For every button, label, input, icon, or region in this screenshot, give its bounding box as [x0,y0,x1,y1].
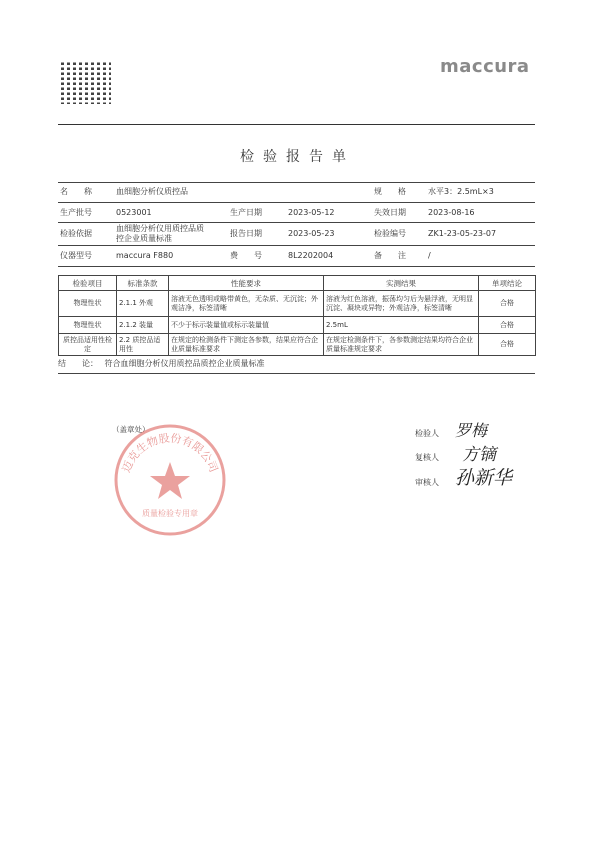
qr-code-icon [61,60,111,104]
expiry-label: 失效日期 [374,208,406,217]
results-table [58,275,536,356]
row-clause: 2.1.1 外观 [117,291,169,317]
expiry-value: 2023-08-16 [428,208,475,217]
approver-label: 审核人 [415,478,439,487]
inspector-signature: 罗梅 [455,421,488,440]
batch-value: 0523001 [116,208,152,217]
table-row [59,291,536,317]
report-date-value: 2023-05-23 [288,229,335,238]
basis-value-line1: 血细胞分析仪用质控品质 [116,224,204,233]
table-header: 实测结果 [324,276,479,291]
name-label: 名 称 [60,187,92,196]
table-header: 检验项目 [59,276,117,291]
cost-value: 8L2202004 [288,251,334,260]
batch-label: 生产批号 [60,208,92,217]
stamp-label: （盖章处） [112,425,150,434]
report-no-value: ZK1-23-05-23-07 [428,229,497,238]
header-divider [58,124,535,125]
company-seal-icon [110,418,230,538]
row-item: 物理性状 [59,291,117,317]
row-item: 质控品适用性检定 [59,334,117,356]
info-divider-2 [58,222,535,223]
report-date-label: 报告日期 [230,229,262,238]
conclusion-text: 符合血细胞分析仪用质控品质控企业质量标准 [104,359,265,368]
reviewer-signature: 方镝 [462,445,496,465]
cost-label: 费 号 [230,251,262,260]
row-clause: 2.2 质控品适用性 [117,334,169,356]
company-logo: maccura [440,56,530,77]
name-value: 血细胞分析仪质控品 [116,187,188,196]
basis-label: 检验依据 [60,229,92,238]
table-header-row [59,276,536,291]
row-result: 溶液为红色溶液，振荡均匀后为悬浮液，无明显沉淀、凝块或异物；外观洁净，标签清晰 [324,291,479,317]
info-divider-3 [58,245,535,246]
info-divider-1 [58,202,535,203]
seal-text: 迈克生物股份有限公司 [119,431,221,475]
info-bottom-border [58,266,535,267]
report-no-label: 检验编号 [374,229,406,238]
seal-star-icon [150,462,190,499]
model-label: 仪器型号 [60,251,92,260]
spec-label: 规 格 [374,187,406,196]
page-title: 检验报告单 [240,149,355,165]
info-row-model [58,247,535,265]
spec-value: 水平3：2.5mL×3 [428,187,494,196]
prod-date-value: 2023-05-12 [288,208,335,217]
row-requirement: 在规定的检测条件下测定各参数，结果应符合企业质量标准要求 [169,334,324,356]
info-row-name [58,183,535,201]
conclusion-row [58,358,265,369]
prod-date-label: 生产日期 [230,208,262,217]
table-row [59,317,536,334]
table-header: 单项结论 [479,276,536,291]
row-requirement: 溶液无色透明或略带黄色，无杂质、无沉淀；外观洁净，标签清晰 [169,291,324,317]
row-conclusion: 合格 [479,291,536,317]
approver-signature: 孙新华 [455,467,513,489]
row-requirement: 不少于标示装量值或标示装量值 [169,317,324,334]
conclusion-divider [58,373,535,374]
info-row-batch [58,204,535,222]
remark-value: / [428,251,431,260]
row-conclusion: 合格 [479,317,536,334]
table-header: 标准条款 [117,276,169,291]
reviewer-label: 复核人 [415,453,439,462]
seal-subtext: 质量检验专用章 [142,509,198,518]
basis-value-line2: 控企业质量标准 [116,234,172,243]
remark-label: 备 注 [374,251,406,260]
inspector-label: 检验人 [415,429,439,438]
row-conclusion: 合格 [479,334,536,356]
row-item: 物理性状 [59,317,117,334]
model-value: maccura F880 [116,251,174,260]
table-row [59,334,536,356]
row-result: 在规定检测条件下，各参数测定结果均符合企业质量标准规定要求 [324,334,479,356]
conclusion-label: 结 论： [58,359,98,368]
row-result: 2.5mL [324,317,479,334]
info-row-basis [58,224,535,244]
table-header: 性能要求 [169,276,324,291]
row-clause: 2.1.2 装量 [117,317,169,334]
